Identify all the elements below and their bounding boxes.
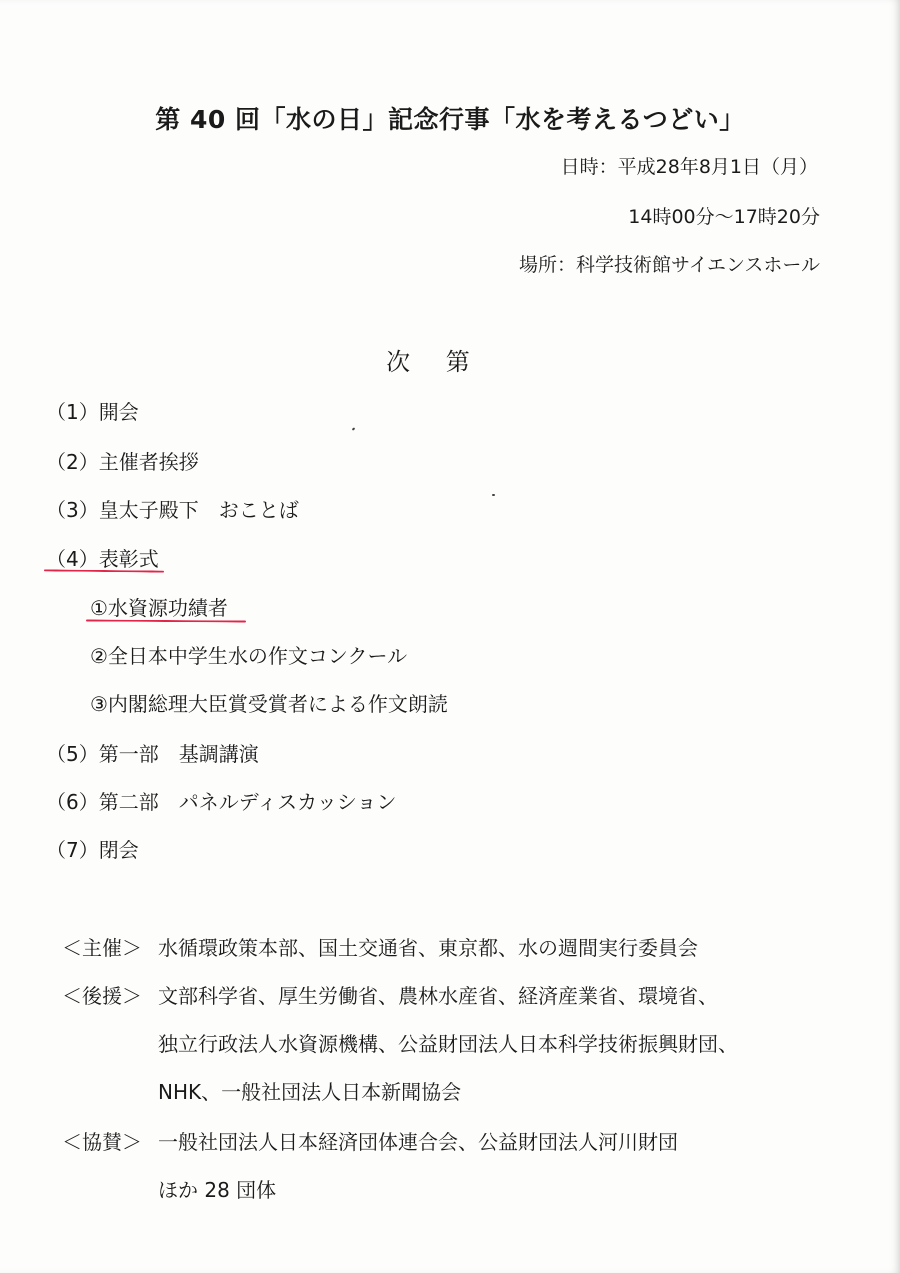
program-item-keynote: （5）第一部 基調講演	[46, 742, 259, 766]
program-item-greeting: （2）主催者挨拶	[46, 450, 199, 474]
program-subitem-essay-reading: ③内閣総理大臣賞受賞者による作文朗読	[90, 692, 448, 716]
sponsor-line: 一般社団法人日本経済団体連合会、公益財団法人河川財団	[158, 1130, 678, 1154]
host-text: 水循環政策本部、国土交通省、東京都、水の週間実行委員会	[158, 936, 698, 960]
program-item-opening: （1）開会	[46, 400, 139, 424]
event-date: 日時：平成28年8月1日（月）	[560, 156, 818, 178]
event-time: 14時00分～17時20分	[628, 206, 820, 228]
document-title: 第 40 回「水の日」記念行事「水を考えるつどい」	[155, 105, 745, 134]
scan-speck	[352, 427, 356, 430]
highlight-underline-water-resources	[86, 619, 246, 622]
support-line: 独立行政法人水資源機構、公益財団法人日本科学技術振興財団、	[158, 1032, 738, 1056]
program-item-awards: （4）表彰式	[46, 547, 159, 571]
program-subitem-essay-contest: ②全日本中学生水の作文コンクール	[90, 644, 408, 668]
program-item-closing: （7）閉会	[46, 838, 139, 862]
program-subitem-water-resources: ①水資源功績者	[90, 596, 228, 620]
support-line: NHK、一般社団法人日本新聞協会	[158, 1080, 462, 1104]
host-label: ＜主催＞	[62, 936, 142, 960]
program-item-words: （3）皇太子殿下 おことば	[46, 498, 299, 522]
program-item-panel: （6）第二部 パネルディスカッション	[46, 790, 397, 814]
sponsor-line: ほか 28 団体	[158, 1178, 277, 1202]
sponsor-label: ＜協賛＞	[62, 1130, 142, 1154]
support-line: 文部科学省、厚生労働省、農林水産省、経済産業省、環境省、	[158, 984, 718, 1008]
scan-speck	[492, 494, 495, 496]
support-label: ＜後援＞	[62, 984, 142, 1008]
program-heading: 次 第	[386, 348, 484, 376]
event-place: 場所：科学技術館サイエンスホール	[519, 254, 820, 276]
highlight-underline-awards	[44, 569, 164, 572]
